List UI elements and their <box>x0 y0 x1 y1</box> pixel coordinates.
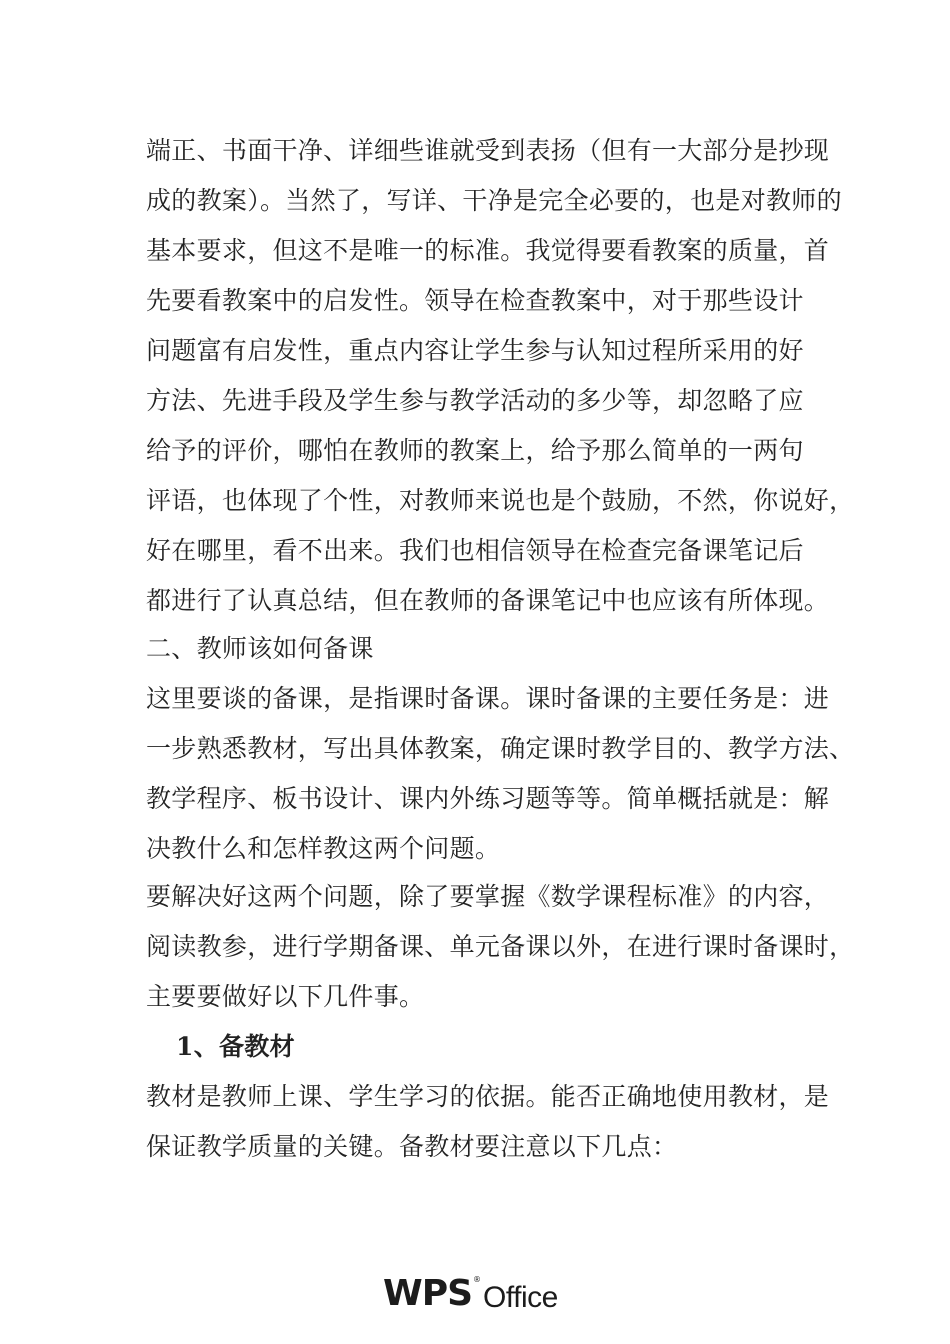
section-heading: 二、教师该如何备课 <box>146 634 374 663</box>
text-line: 给予的评价，哪怕在教师的教案上，给予那么简单的一两句 <box>146 436 804 465</box>
subsection-heading: 1、备教材 <box>176 1032 295 1061</box>
text-line: 阅读教参，进行学期备课、单元备课以外，在进行课时备课时， <box>146 932 855 961</box>
text-line: 端正、书面干净、详细些谁就受到表扬（但有一大部分是抄现 <box>146 136 830 165</box>
text-line: 教学程序、板书设计、课内外练习题等等。简单概括就是：解 <box>146 784 830 813</box>
text-line: 都进行了认真总结，但在教师的备课笔记中也应该有所体现。 <box>146 586 830 615</box>
text-line: 方法、先进手段及学生参与教学活动的多少等，却忽略了应 <box>146 386 804 415</box>
text-line: 保证教学质量的关键。备教材要注意以下几点： <box>146 1132 678 1161</box>
logo-wps-text: WPS <box>383 1273 473 1314</box>
text-line: 要解决好这两个问题，除了要掌握《数学课程标准》的内容， <box>146 882 830 911</box>
text-line: 主要要做好以下几件事。 <box>146 982 425 1011</box>
text-line: 这里要谈的备课，是指课时备课。课时备课的主要任务是：进 <box>146 684 830 713</box>
text-line: 教材是教师上课、学生学习的依据。能否正确地使用教材，是 <box>146 1082 830 1111</box>
text-line: 先要看教案中的启发性。领导在检查教案中，对于那些设计 <box>146 286 804 315</box>
text-line: 成的教案）。当然了，写详、干净是完全必要的，也是对教师的 <box>146 186 842 215</box>
text-line: 基本要求，但这不是唯一的标准。我觉得要看教案的质量，首 <box>146 236 830 265</box>
text-line: 问题富有启发性，重点内容让学生参与认知过程所采用的好 <box>146 336 804 365</box>
text-line: 一步熟悉教材，写出具体教案，确定课时教学目的、教学方法、 <box>146 734 855 763</box>
wps-office-logo <box>383 1273 558 1316</box>
text-line: 评语，也体现了个性，对教师来说也是个鼓励，不然，你说好， <box>146 486 855 515</box>
text-line: 决教什么和怎样教这两个问题。 <box>146 834 501 863</box>
logo-office-text: Office <box>483 1281 558 1314</box>
logo-registered-mark: ® <box>473 1275 482 1284</box>
text-line: 好在哪里，看不出来。我们也相信领导在检查完备课笔记后 <box>146 536 804 565</box>
